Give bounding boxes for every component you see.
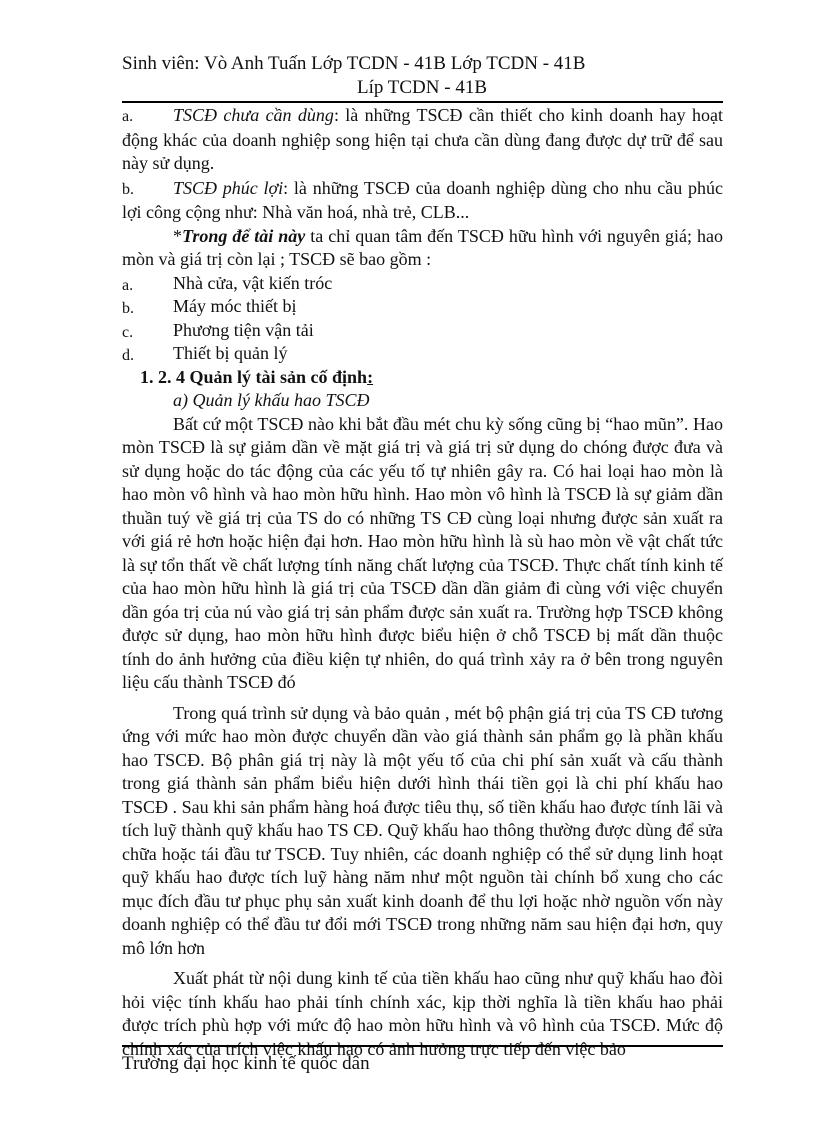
item-a-marker: a. <box>122 108 134 125</box>
list-item <box>122 272 723 296</box>
scope-star: * <box>173 225 182 246</box>
list-item-text: Nhà cửa, vật kiến tróc <box>173 272 333 293</box>
page-content <box>122 104 723 1061</box>
scope-paragraph <box>122 225 723 272</box>
body-paragraph-2: Trong quá trình sử dụng và bảo quản , mét bộ phận giá trị của TS CĐ tương ứng với mức hao mòn được chuyển dần vào giá thành sản phẩm gọ là phần khấu hao TSCĐ. Bộ phân giá trị này là một yếu tố của chi phí sản xuất và cấu thành trong giá thành sản phẩm biểu hiện dưới hình thái tiền gọi là chi phí khấu hao TSCĐ . Sau khi sản phẩm hàng hoá được tiêu thụ, số tiền khấu hao được tính lãi và tích luỹ thành quỹ khấu hao TS CĐ. Quỹ khấu hao thông thường được dùng để sửa chữa hoặc tái đầu tư TSCĐ. Tuy nhiên, các doanh nghiệp có thể sử dụng linh hoạt quỹ khấu hao được tích luỹ hàng năm như một nguồn tài chính bổ xung cho các mục đích đầu tư phục phụ sản xuất kinh doanh để thu lợi hoặc nhờ nguồn vốn này doanh nghiệp có thể đầu tư đổi mới TSCĐ trong những năm sau hiện đại hơn, quy mô lớn hơn <box>122 702 723 958</box>
list-item-text: Phương tiện vận tải <box>173 319 314 340</box>
section-heading <box>140 366 723 390</box>
page-header <box>122 52 722 100</box>
body-paragraph-3: Xuất phát từ nội dung kinh tế của tiền khấu hao cũng như quỹ khấu hao đòi hỏi việc tính khấu hao phải tính chính xác, kịp thời nghĩa là tiền khấu hao phải được trích phù hợp với mức độ hao mòn hữu hình và vô hình của TSCĐ. Mức độ chính xác của trích việc khấu hao có ảnh hưởng trực tiếp đến việc bảo <box>122 968 723 1059</box>
list-item <box>122 295 723 319</box>
asset-list <box>122 272 723 366</box>
item-a-paragraph <box>122 104 723 176</box>
list-item-marker: b. <box>122 300 134 317</box>
item-b-paragraph <box>122 177 723 225</box>
item-b-marker: b. <box>122 180 134 198</box>
header-line-2: Líp TCDN - 41B <box>356 77 487 98</box>
item-a-term: TSCĐ chưa cần dùng <box>173 105 334 125</box>
list-item-marker: d. <box>122 347 134 364</box>
list-item-text: Máy móc thiết bị <box>173 296 297 316</box>
subsection-heading: a) Quản lý khấu hao TSCĐ <box>173 390 370 410</box>
scope-bold: Trong để tài này <box>182 225 306 246</box>
header-line-1: Sinh viên: Vò Anh Tuấn Lớp TCDN - 41B Lớp TCDN - 41B <box>122 53 586 74</box>
body-paragraph-1: Bất cứ một TSCĐ nào khi bắt đầu mét chu kỳ sống cũng bị “hao mũn”. Hao mòn TSCĐ là sự giảm dần về mặt giá trị và giá trị sử dụng do chóng được đưa và sử dụng hoặc do tác động của các yếu tố tự nhiên gây ra. Có hai loại hao mòn là hao mòn vô hình và hao mòn hữu hình. Hao mòn vô hình là TSCĐ là sự giảm dần thuần tuý về giá trị của TS do có những TS CĐ cùng loại nhưng được sản xuất ra với giá rẻ hơn hoặc hiện đại hơn. Hao mòn hữu hình là sù hao mòn về vật chất tức là sự tổn thất về chất lượng tính năng chất lượng của TSCĐ. Thực chất tính kinh tế của hao mòn hữu hình là giá trị của TSCĐ dần dần giảm đi cùng với việc chuyển dần góa trị của nú vào giá trị sản phẩm được sản xuất ra. Trường hợp TSCĐ không được sử dụng, hao mòn hữu hình được biểu hiện ở chỗ TSCĐ bị mất dần thuộc tính do ảnh hưởng của điều kiện tự nhiên, do quá trình xảy ra ở bên trong nguyên liệu cấu thành TSCĐ đó <box>122 413 723 692</box>
footer-rule <box>122 1045 723 1047</box>
list-item-text: Thiết bị quản lý <box>173 343 288 363</box>
item-b-text: : là những TSCĐ của doanh nghiệp dùng cho nhu cầu phúc lợi công cộng như: Nhà văn hoá, nhà trẻ, CLB... <box>122 177 723 222</box>
scope-text: ta chỉ quan tâm đến TSCĐ hữu hình với nguyên giá; hao mòn và giá trị còn lại ; TSCĐ sẽ bao gồm : <box>122 225 723 269</box>
section-heading-text: 1. 2. 4 Quản lý tài sản cố định <box>140 366 368 387</box>
list-item-marker: c. <box>122 323 134 341</box>
list-item <box>122 319 723 343</box>
list-item-marker: a. <box>122 276 134 294</box>
page-footer: Trường đại học kinh tế quốc dân <box>122 1053 370 1074</box>
item-b-term: TSCĐ phúc lợi <box>173 177 284 198</box>
header-rule <box>122 101 723 103</box>
list-item <box>122 342 723 366</box>
section-heading-colon: : <box>367 366 374 387</box>
item-a-text: : là những TSCĐ cần thiết cho kinh doanh hay hoạt động khác của doanh nghiệp song hiện tại chưa cần dùng đang được dự trữ để sau này sử dụng. <box>122 105 724 173</box>
